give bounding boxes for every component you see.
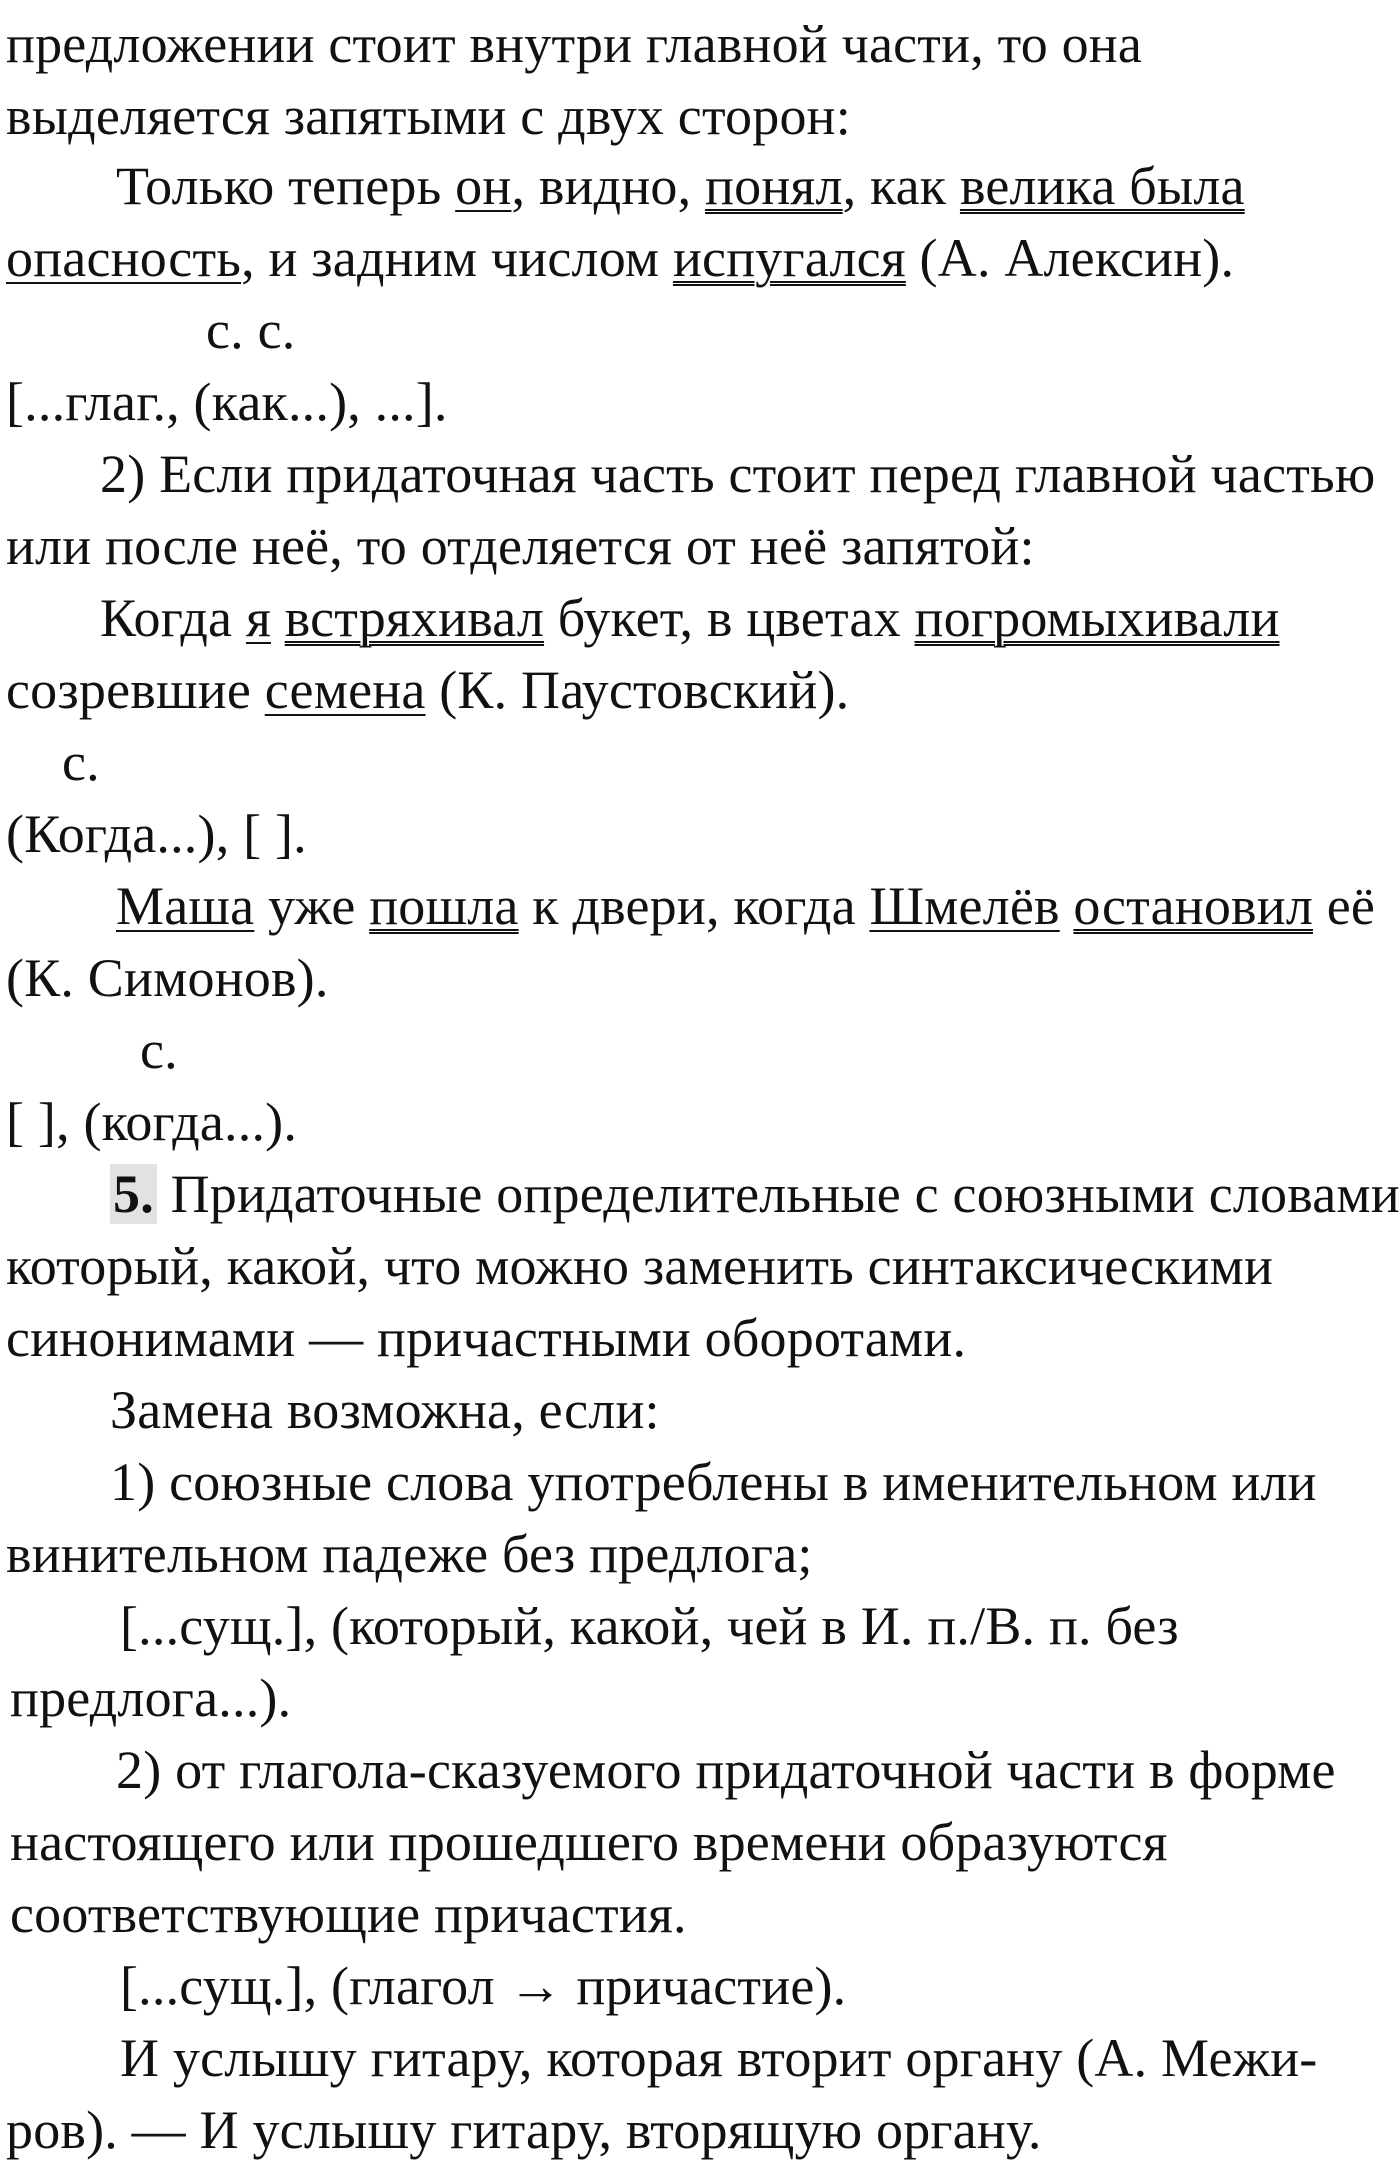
sentence-scheme: [...глаг., (как...), ...]. [6,372,448,432]
text-fragment: Придаточные определительные с союзными словами [156,1164,1400,1224]
text-line: который, какой, что можно заменить синтаксическими [6,1236,1274,1296]
text-line: предложении стоит внутри главной части, то она [6,14,1143,74]
text-fragment [271,588,285,648]
subject-word: Шмелёв [869,876,1060,936]
sentence-mark: с. с. [206,300,296,360]
text-fragment: к двери, когда [518,876,870,936]
predicate-word: велика была [959,156,1245,216]
text-fragment: , и задним числом [241,228,673,288]
text-line: выделяется запятыми с двух сторон: [6,86,851,146]
text-line: винительном падеже без предлога; [6,1524,813,1584]
subject-word: я [245,588,271,648]
text-line: 2) Если придаточная часть стоит перед главной частью [100,444,1376,504]
example-sentence-3-cont: (К. Симонов). [6,948,329,1008]
sentence-scheme: [ ], (когда...). [6,1092,298,1152]
text-line: настоящего или прошедшего времени образуются [10,1812,1168,1872]
text-fragment: Когда [100,588,246,648]
subject-word: опасность [6,228,242,288]
paragraph-number: 5. [110,1164,157,1224]
condition-scheme: [...сущ.], (который, какой, чей в И. п./В. п. без [120,1596,1179,1656]
text-fragment: уже [254,876,370,936]
text-fragment: Только теперь [116,156,456,216]
example-sentence-1 [116,150,1245,222]
text-line: Замена возможна, если: [110,1380,660,1440]
text-fragment: букет, в цветах [544,588,915,648]
example-sentence-1-cont [6,222,1234,294]
predicate-word: остановил [1073,876,1313,936]
example-sentence-4-cont: ров). — И услышу гитару, вторящую органу. [6,2100,1042,2160]
condition-scheme: [...сущ.], (глагол → причастие). [120,1956,847,2016]
predicate-word: встряхивал [284,588,545,648]
predicate-word: испугался [672,228,906,288]
subject-word: семена [264,660,426,720]
example-sentence-2 [100,582,1280,654]
paragraph-5-start [110,1158,1400,1230]
text-fragment: созревшие [6,660,265,720]
example-sentence-4: И услышу гитару, которая вторит органу (А. Межи- [120,2028,1318,2088]
sentence-mark: с. [140,1020,178,1080]
example-sentence-3 [116,870,1375,942]
subject-word: он [455,156,512,216]
text-fragment: (А. Алексин). [905,228,1235,288]
text-line: соответствующие причастия. [10,1884,687,1944]
sentence-mark: с. [62,732,100,792]
example-sentence-2-cont [6,654,849,726]
sentence-scheme: (Когда...), [ ]. [6,804,307,864]
text-fragment: (К. Паустовский). [425,660,850,720]
condition-scheme-cont: предлога...). [10,1668,292,1728]
text-fragment: её [1313,876,1376,936]
predicate-word: понял [705,156,843,216]
text-line: 1) союзные слова употреблены в именительном или [110,1452,1317,1512]
text-line: синонимами — причастными оборотами. [6,1308,967,1368]
text-fragment: , как [842,156,960,216]
text-fragment [1060,876,1074,936]
text-line: или после неё, то отделяется от неё запятой: [6,516,1035,576]
subject-word: Маша [116,876,255,936]
text-line: 2) от глагола-сказуемого придаточной части в форме [116,1740,1336,1800]
predicate-word: погромыхивали [914,588,1280,648]
text-fragment: , видно, [511,156,706,216]
predicate-word: пошла [369,876,519,936]
